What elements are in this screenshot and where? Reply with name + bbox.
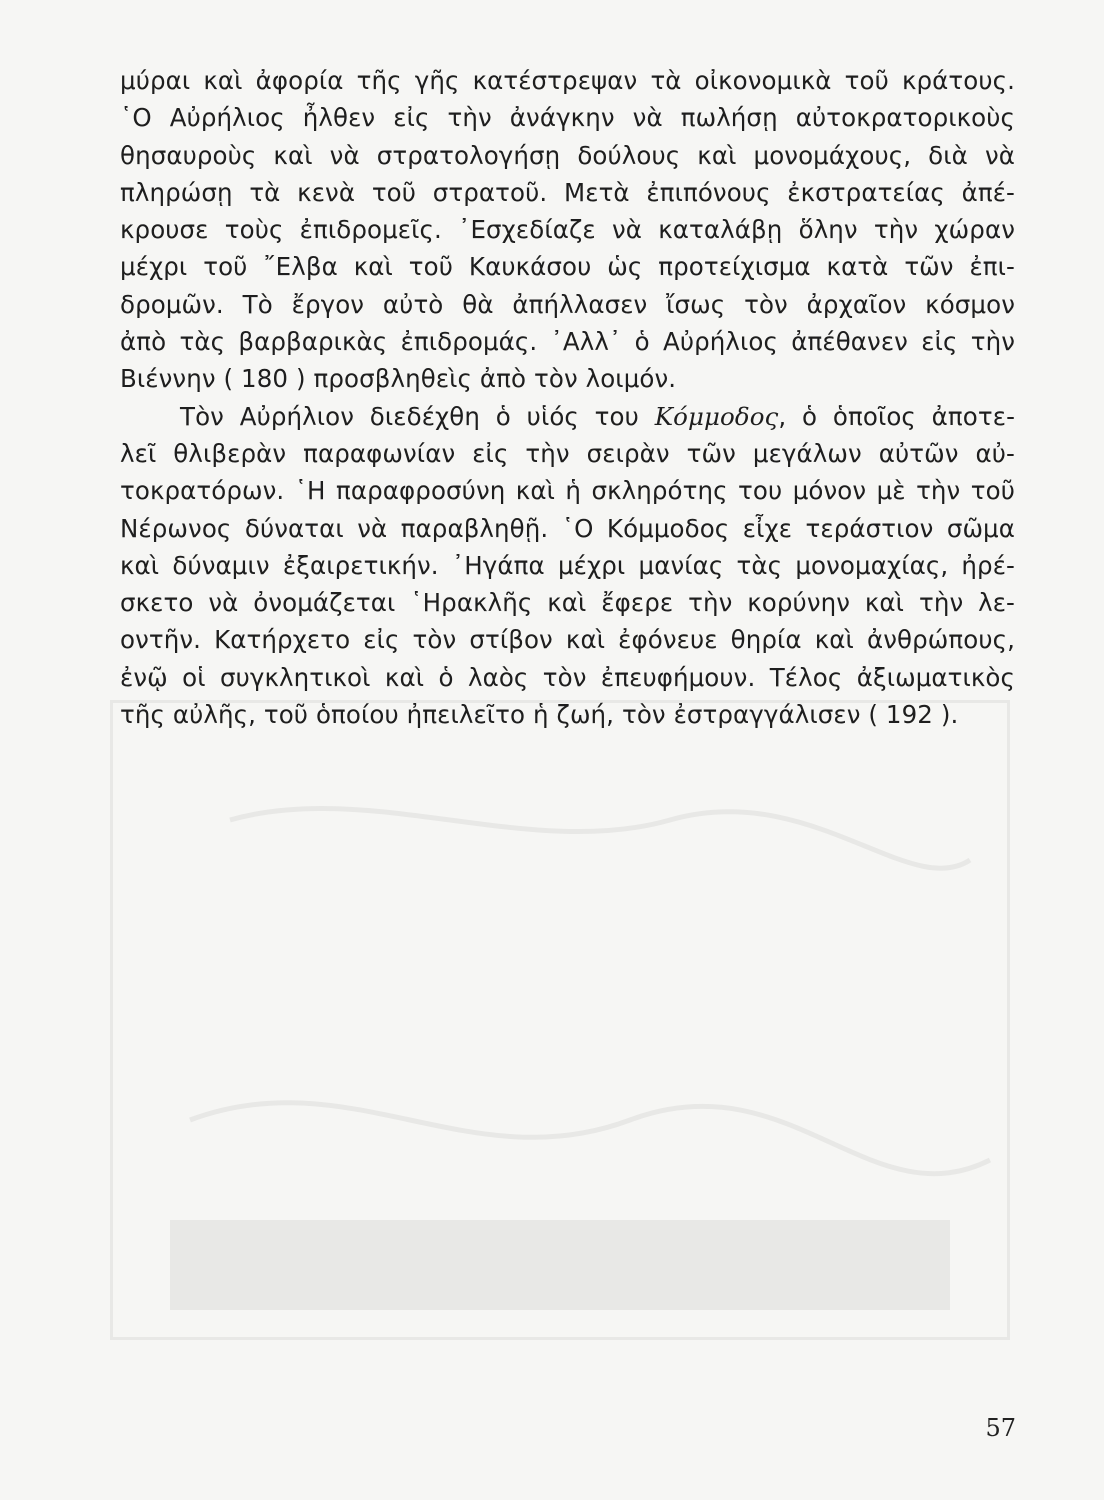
text-line: ἀπὸ τὰς βαρβαρικὰς ἐπιδρομάς. ᾿Αλλ᾿ ὁ Αὐρήλιος ἀπέθανεν εἰς τὴν <box>120 327 1015 357</box>
text-line: δρομῶν. Τὸ ἔργον αὐτὸ θὰ ἀπήλλασεν ἴσως τὸν ἀρχαῖον κόσμον <box>120 289 1015 319</box>
text-line: θησαυροὺς καὶ νὰ στρατολογήσῃ δούλους καὶ μονομάχους, διὰ νὰ <box>120 140 1015 170</box>
text-line: μύραι καὶ ἀφορία τῆς γῆς κατέστρεψαν τὰ οἰκονομικὰ τοῦ κράτους. <box>120 66 1015 95</box>
text-line: καὶ δύναμιν ἐξαιρετικήν. ᾿Ηγάπα μέχρι μανίας τὰς μονομαχίας, ἠρέ- <box>120 550 1015 580</box>
body-text <box>120 62 1015 733</box>
page-number: 57 <box>985 1414 1016 1442</box>
text-fragment: , ὁ ὁποῖος ἀποτε- <box>778 401 1016 431</box>
text-line: Βιέννην ( 180 ) προσβληθεὶς ἀπὸ τὸν λοιμόν. <box>120 364 677 394</box>
text-line: Νέρωνος δύναται νὰ παραβληθῇ. ῾Ο Κόμμοδος εἶχε τεράστιον σῶμα <box>120 513 1015 543</box>
text-line: μέχρι τοῦ ῎Ελβα καὶ τοῦ Καυκάσου ὡς προτείχισμα κατὰ τῶν ἐπι- <box>120 252 1015 282</box>
text-fragment: Τὸν Αὐρήλιον διεδέχθη ὁ υἱός του <box>180 401 639 431</box>
text-line: ῾Ο Αὐρήλιος ἦλθεν εἰς τὴν ἀνάγκην νὰ πωλήσῃ αὐτοκρατορικοὺς <box>120 103 1015 133</box>
text-line: τοκρατόρων. ῾Η παραφροσύνη καὶ ἡ σκληρότης του μόνον μὲ τὴν τοῦ <box>120 476 1015 506</box>
text-line: πληρώσῃ τὰ κενὰ τοῦ στρατοῦ. Μετὰ ἐπιπόνους ἐκστρατείας ἀπέ- <box>120 177 1015 207</box>
paragraph-start-line <box>120 398 1015 435</box>
text-line: κρουσε τοὺς ἐπιδρομεῖς. ᾿Εσχεδίαζε νὰ καταλάβῃ ὅλην τὴν χώραν <box>120 215 1015 245</box>
show-through-map-graphic <box>110 700 1010 1340</box>
text-line: ἐνῷ οἱ συγκλητικοὶ καὶ ὁ λαὸς τὸν ἐπευφήμουν. Τέλος ἀξιωματικὸς <box>120 662 1015 692</box>
text-line: λεῖ θλιβερὰν παραφωνίαν εἰς τὴν σειρὰν τῶν μεγάλων αὐτῶν αὐ- <box>120 438 1015 468</box>
text-line: σκετο νὰ ὀνομάζεται ῾Ηρακλῆς καὶ ἔφερε τὴν κορύνην καὶ τὴν λε- <box>120 588 1015 618</box>
text-line: οντῆν. Κατήρχετο εἰς τὸν στίβον καὶ ἐφόνευε θηρία καὶ ἀνθρώπους, <box>120 625 1015 655</box>
emphasized-name: Κόμμοδος <box>654 401 779 431</box>
text-line: τῆς αὐλῆς, τοῦ ὁποίου ἠπειλεῖτο ἡ ζωή, τὸν ἐστραγγάλισεν ( 192 ). <box>120 700 959 730</box>
